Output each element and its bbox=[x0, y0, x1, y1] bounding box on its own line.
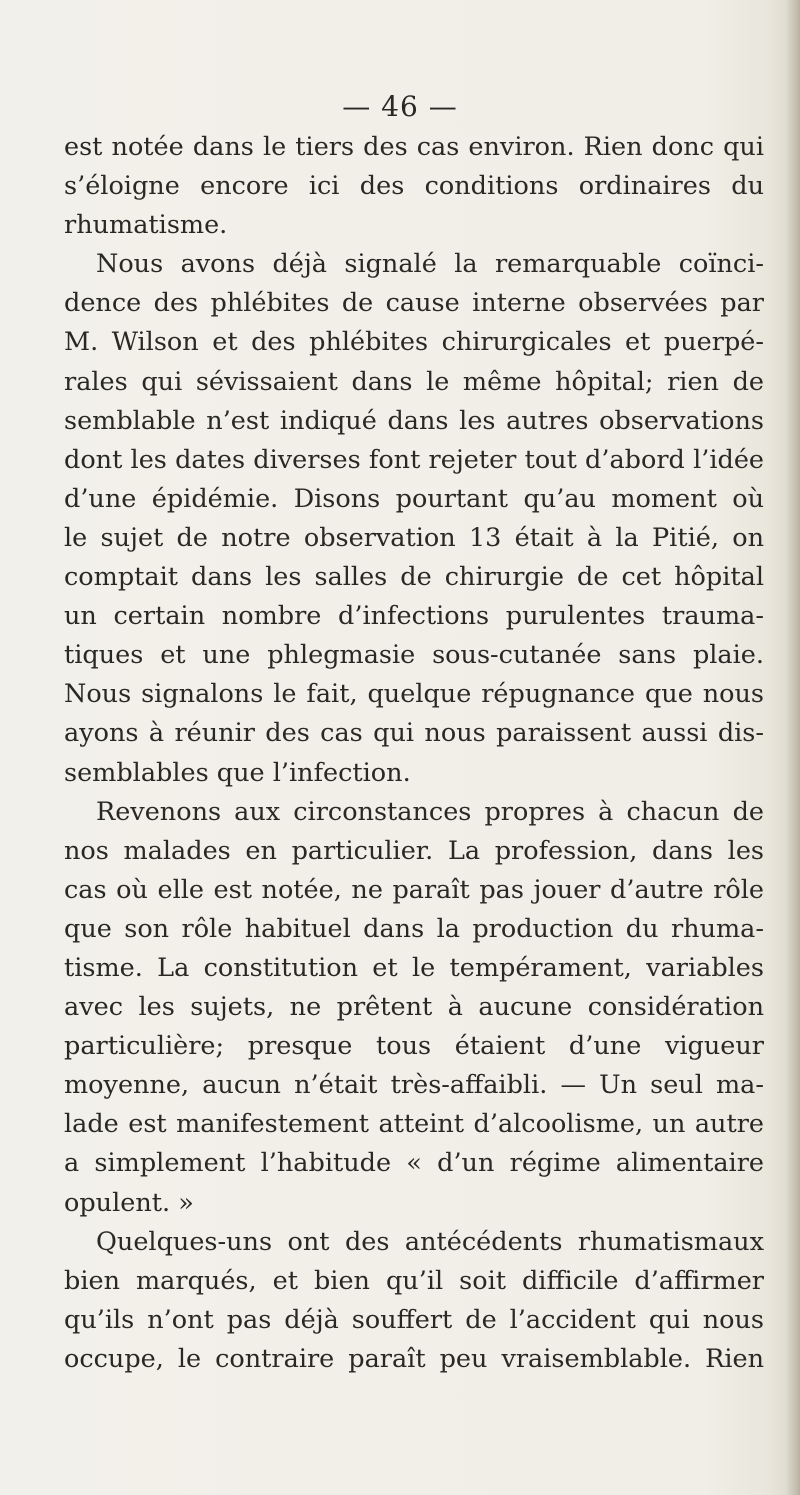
text-line: dence des phlébites de cause interne observées par bbox=[64, 288, 764, 319]
text-line: rales qui sévissaient dans le même hôpital; rien de bbox=[64, 366, 764, 397]
text-line: s’éloigne encore ici des conditions ordinaires du bbox=[64, 171, 764, 202]
text-line: a simplement l’habitude « d’un régime alimentaire bbox=[64, 1148, 764, 1179]
page-edge-shadow bbox=[786, 0, 800, 1495]
text-line: particulière; presque tous étaient d’une vigueur bbox=[64, 1031, 764, 1062]
text-line: avec les sujets, ne prêtent à aucune considération bbox=[64, 992, 764, 1023]
text-line: est notée dans le tiers des cas environ. Rien donc qui bbox=[64, 132, 764, 162]
text-line: bien marqués, et bien qu’il soit difficile d’affirmer bbox=[64, 1265, 764, 1296]
text-line: lade est manifestement atteint d’alcoolisme, un autre bbox=[64, 1109, 764, 1140]
body-text bbox=[64, 128, 764, 1379]
page-number: — 46 — bbox=[342, 90, 458, 123]
text-line: Nous signalons le fait, quelque répugnance que nous bbox=[64, 679, 764, 710]
text-line: semblable n’est indiqué dans les autres observations bbox=[64, 405, 764, 436]
text-line: Revenons aux circonstances propres à chacun de bbox=[96, 796, 764, 827]
text-line: nos malades en particulier. La profession, dans les bbox=[64, 835, 764, 866]
text-line: le sujet de notre observation 13 était à la Pitié, on bbox=[64, 522, 764, 553]
text-line: opulent. » bbox=[64, 1187, 194, 1218]
text-line: cas où elle est notée, ne paraît pas jouer d’autre rôle bbox=[64, 874, 764, 905]
text-line: semblables que l’infection. bbox=[64, 757, 411, 788]
text-line: un certain nombre d’infections purulentes trauma- bbox=[64, 601, 764, 632]
text-line: comptait dans les salles de chirurgie de cet hôpital bbox=[64, 562, 764, 593]
text-line: d’une épidémie. Disons pourtant qu’au moment où bbox=[64, 483, 764, 514]
text-line: que son rôle habituel dans la production du rhuma- bbox=[64, 913, 764, 944]
text-line: dont les dates diverses font rejeter tout d’abord l’idée bbox=[64, 444, 764, 475]
text-line: M. Wilson et des phlébites chirurgicales et puerpé- bbox=[64, 327, 764, 358]
text-line: rhumatisme. bbox=[64, 210, 228, 241]
text-line: Nous avons déjà signalé la remarquable coïnci- bbox=[96, 249, 764, 280]
text-line: tisme. La constitution et le tempérament, variables bbox=[64, 952, 764, 983]
text-line: moyenne, aucun n’était très-affaibli. — Un seul ma- bbox=[64, 1070, 764, 1101]
text-line: qu’ils n’ont pas déjà souffert de l’accident qui nous bbox=[64, 1304, 764, 1335]
text-line: tiques et une phlegmasie sous-cutanée sans plaie. bbox=[64, 640, 764, 671]
text-line: ayons à réunir des cas qui nous paraissent aussi dis- bbox=[64, 718, 764, 749]
text-line: Quelques-uns ont des antécédents rhumatismaux bbox=[96, 1226, 764, 1257]
text-line: occupe, le contraire paraît peu vraisemblable. Rien bbox=[64, 1343, 764, 1374]
